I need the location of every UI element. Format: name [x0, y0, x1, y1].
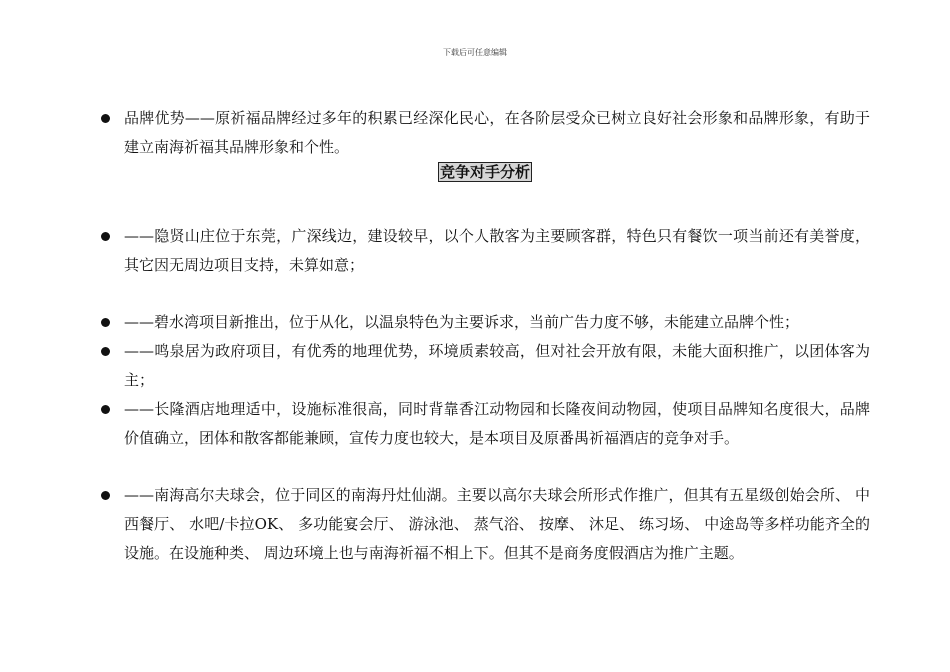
bullet-text: ——隐贤山庄位于东莞，广深线边，建设较早，以个人散客为主要顾客群，特色只有餐饮一项当前还有美誉度，其它因无周边项目支持，未算如意； [124, 227, 870, 274]
section-title-row [100, 162, 870, 190]
page-header-note: 下载后可任意编辑 [443, 48, 507, 57]
bullet-dot-icon [101, 114, 110, 123]
bullet-dot-icon [101, 232, 110, 241]
bullet-competitor-changlong [100, 395, 870, 453]
section-title: 竞争对手分析 [439, 163, 530, 181]
bullet-text: ——鸣泉居为政府项目，有优秀的地理优势，环境质素较高，但对社会开放有限，未能大面积推广，以团体客为主； [124, 342, 870, 389]
bullet-competitor-yinxian [100, 222, 870, 280]
bullet-dot-icon [101, 491, 110, 500]
bullet-dot-icon [101, 318, 110, 327]
bullet-competitor-nanhai-golf [100, 481, 870, 568]
bullet-competitor-mingquanju [100, 337, 870, 395]
bullet-text: 品牌优势——原祈福品牌经过多年的积累已经深化民心，在各阶层受众已树立良好社会形象和品牌形象，有助于建立南海祈福其品牌形象和个性。 [124, 109, 870, 156]
bullet-text: ——长隆酒店地理适中，设施标准很高，同时背靠香江动物园和长隆夜间动物园，使项目品牌知名度很大，品牌价值确立，团体和散客都能兼顾，宣传力度也较大，是本项目及原番禺祈福酒店的竞争对手。 [124, 400, 870, 447]
bullet-text: ——碧水湾项目新推出，位于从化，以温泉特色为主要诉求，当前广告力度不够，未能建立品牌个性； [124, 313, 800, 331]
bullet-text: ——南海高尔夫球会，位于同区的南海丹灶仙湖。主要以高尔夫球会所形式作推广，但其有五星级创始会所、 中西餐厅、 水吧/卡拉OK、 多功能宴会厅、 游泳池、 蒸气浴、 按摩、 沐足、 练习场、 中途岛等多样功能齐全的设施。在设施种类、 周边环境上也与南海祈福不相上下。但其不是商务度假酒店为推广主题。 [124, 486, 870, 562]
document-body [100, 104, 870, 568]
bullet-dot-icon [101, 405, 110, 414]
bullet-dot-icon [101, 347, 110, 356]
bullet-brand-advantage [100, 104, 870, 162]
bullet-competitor-bishuiwan [100, 308, 870, 337]
